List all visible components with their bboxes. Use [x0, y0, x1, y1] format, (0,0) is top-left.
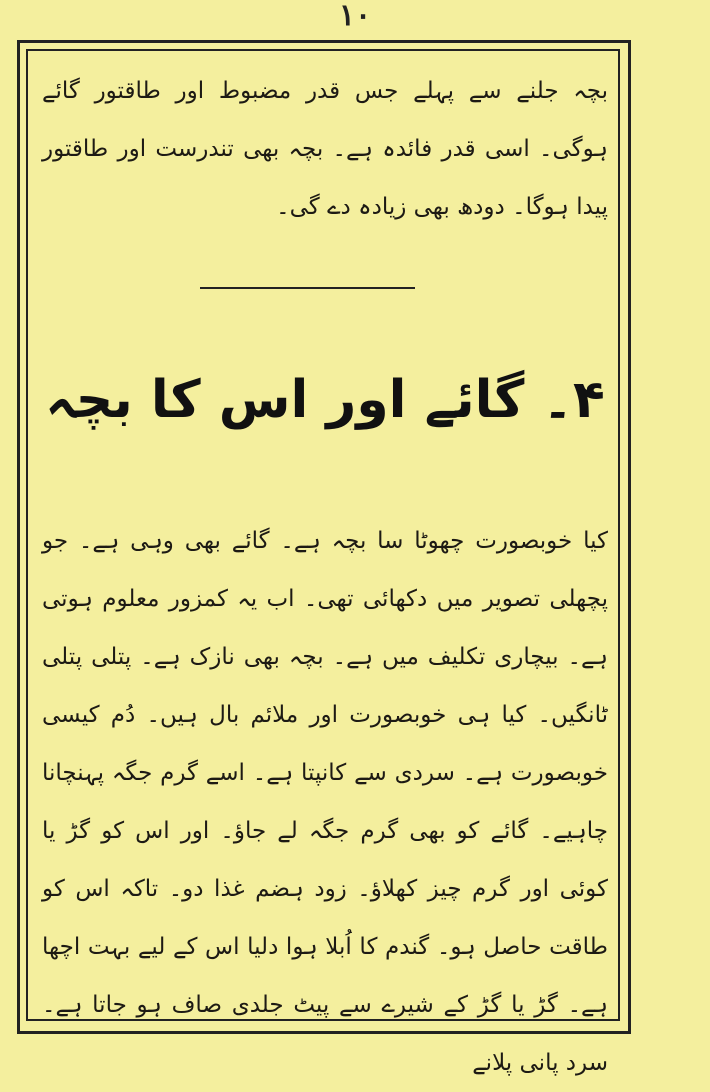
body-paragraph: کیا خوبصورت چھوٹا سا بچہ ہے۔ گائے بھی وہی ہے۔ جو پچھلی تصویر میں دکھائی تھی۔ اب یہ کمزور معلوم ہوتی ہے۔ بیچاری تکلیف میں ہے۔ بچہ بھی نازک ہے۔ پتلی پتلی ٹانگیں۔ کیا ہی خوبصورت اور ملائم بال ہیں۔ دُم کیسی خوبصورت ہے۔ سردی سے کانپتا ہے۔ اسے گرم جگہ پہنچانا چاہیے۔ گائے کو بھی گرم جگہ لے جاؤ۔ اور اس کو گڑ یا کوئی اور گرم چیز کھلاؤ۔ زود ہضم غذا دو۔ تاکہ اس کو طاقت حاصل ہو۔ گندم کا اُبلا ہوا دلیا اس کے لیے بہت اچھا ہے۔ گڑ یا گڑ کے شیرے سے پیٹ جلدی صاف ہو جاتا ہے۔ سرد پانی پلانے: [42, 528, 608, 1076]
intro-paragraph: بچہ جلنے سے پہلے جس قدر مضبوط اور طاقتور گائے ہوگی۔ اسی قدر فائدہ ہے۔ بچہ بھی تندرست اور طاقتور پیدا ہوگا۔ دودھ بھی زیادہ دے گی۔: [42, 78, 608, 220]
page-number: ۱۰: [338, 0, 372, 33]
section-title: ۴۔ گائے اور اس کا بچہ: [45, 370, 605, 430]
section-divider: [200, 287, 415, 289]
